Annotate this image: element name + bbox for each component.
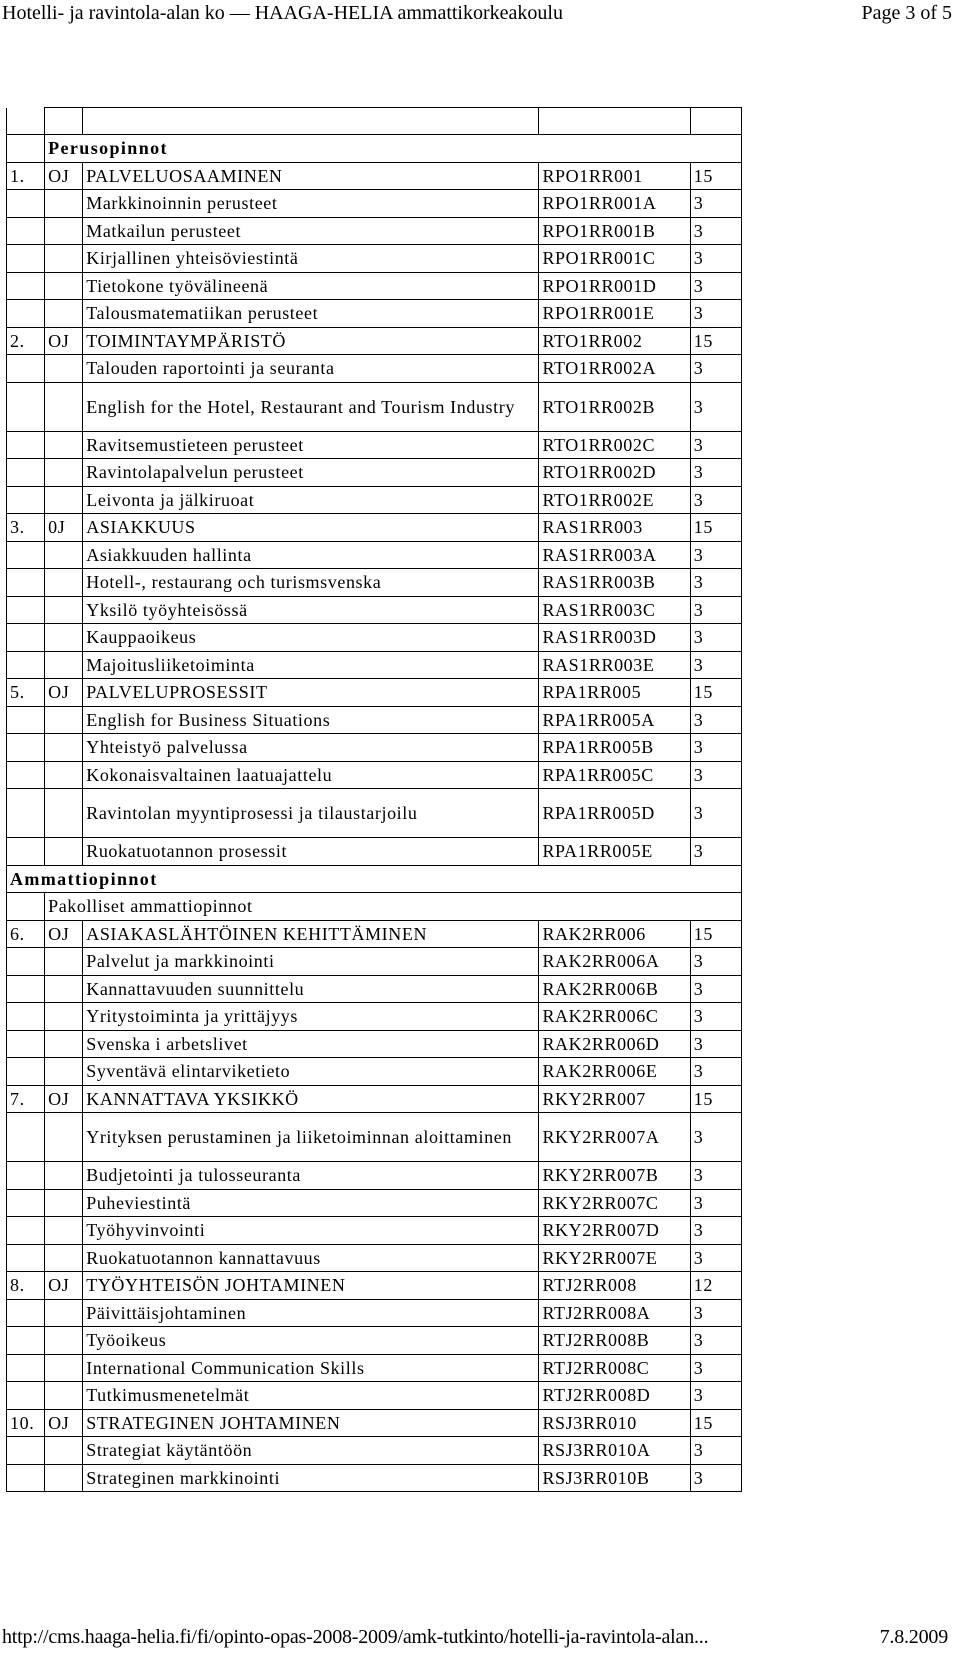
course-code: RPA1RR005E: [539, 838, 690, 866]
blank-cell: [7, 975, 45, 1003]
blank-cell: [45, 486, 83, 514]
course-row: [7, 706, 742, 734]
blank-cell: [7, 459, 45, 487]
module-number: 10.: [7, 1409, 45, 1437]
course-code: RKY2RR007B: [539, 1162, 690, 1190]
course-row: [7, 1327, 742, 1355]
course-credits: 3: [690, 1030, 741, 1058]
module-credits: 15: [690, 1409, 741, 1437]
module-credits: 12: [690, 1272, 741, 1300]
course-row: [7, 1003, 742, 1031]
blank-cell: [7, 1437, 45, 1465]
course-name: Kirjallinen yhteisöviestintä: [83, 245, 539, 273]
blank-cell: [45, 459, 83, 487]
course-code: RPO1RR001B: [539, 217, 690, 245]
blank-cell: [7, 108, 45, 135]
module-number: 2.: [7, 327, 45, 355]
course-code: RAK2RR006A: [539, 948, 690, 976]
course-name: Ruokatuotannon kannattavuus: [83, 1244, 539, 1272]
module-type: OJ: [45, 679, 83, 707]
page-header: [0, 0, 960, 30]
module-type: 0J: [45, 514, 83, 542]
module-type: OJ: [45, 1085, 83, 1113]
course-credits: 3: [690, 975, 741, 1003]
course-credits: 3: [690, 486, 741, 514]
course-credits: 3: [690, 838, 741, 866]
course-code: RTJ2RR008B: [539, 1327, 690, 1355]
blank-cell: [7, 1189, 45, 1217]
blank-cell: [45, 624, 83, 652]
module-code: RPA1RR005: [539, 679, 690, 707]
course-row: [7, 486, 742, 514]
course-code: RTJ2RR008D: [539, 1382, 690, 1410]
course-code: RAK2RR006E: [539, 1058, 690, 1086]
course-name: Yksilö työyhteisössä: [83, 596, 539, 624]
blank-cell: [7, 706, 45, 734]
blank-cell: [7, 1382, 45, 1410]
blank-cell: [45, 245, 83, 273]
course-code: RTO1RR002B: [539, 382, 690, 431]
course-row: [7, 431, 742, 459]
blank-cell: [7, 789, 45, 838]
blank-cell: [7, 734, 45, 762]
course-code: RPA1RR005C: [539, 761, 690, 789]
blank-cell: [7, 1327, 45, 1355]
subheading-row: [7, 893, 742, 921]
course-code: RPA1RR005B: [539, 734, 690, 762]
module-number: 6.: [7, 920, 45, 948]
blank-cell: [45, 1217, 83, 1245]
course-row: [7, 1244, 742, 1272]
course-credits: 3: [690, 355, 741, 383]
course-code: RTJ2RR008A: [539, 1299, 690, 1327]
course-name: Yrityksen perustaminen ja liiketoiminnan aloittaminen: [83, 1113, 539, 1162]
blank-cell: [7, 431, 45, 459]
course-name: Päivittäisjohtaminen: [83, 1299, 539, 1327]
course-name: Kokonaisvaltainen laatuajattelu: [83, 761, 539, 789]
course-credits: 3: [690, 431, 741, 459]
blank-cell: [45, 355, 83, 383]
module-row: [7, 1409, 742, 1437]
course-name: Työoikeus: [83, 1327, 539, 1355]
module-name: TOIMINTAYMPÄRISTÖ: [83, 327, 539, 355]
course-credits: 3: [690, 789, 741, 838]
course-name: Talousmatematiikan perusteet: [83, 300, 539, 328]
course-name: Svenska i arbetslivet: [83, 1030, 539, 1058]
course-row: [7, 1382, 742, 1410]
blank-cell: [45, 838, 83, 866]
module-name: ASIAKKUUS: [83, 514, 539, 542]
course-row: [7, 1058, 742, 1086]
blank-cell: [7, 1464, 45, 1492]
course-row: [7, 569, 742, 597]
blank-cell: [7, 624, 45, 652]
course-credits: 3: [690, 734, 741, 762]
module-number: 1.: [7, 162, 45, 190]
module-code: RAS1RR003: [539, 514, 690, 542]
course-name: Palvelut ja markkinointi: [83, 948, 539, 976]
blank-cell: [45, 1244, 83, 1272]
blank-cell: [7, 382, 45, 431]
course-row: [7, 948, 742, 976]
module-name: PALVELUPROSESSIT: [83, 679, 539, 707]
course-name: Majoitusliiketoiminta: [83, 651, 539, 679]
module-number: 8.: [7, 1272, 45, 1300]
blank-cell: [45, 1162, 83, 1190]
blank-cell: [7, 569, 45, 597]
course-code: RPO1RR001E: [539, 300, 690, 328]
course-row: [7, 382, 742, 431]
blank-cell: [7, 1217, 45, 1245]
course-name: Ravintolapalvelun perusteet: [83, 459, 539, 487]
blank-cell: [45, 431, 83, 459]
blank-cell: [45, 596, 83, 624]
page-number: Page 3 of 5: [861, 2, 952, 24]
module-type: OJ: [45, 1272, 83, 1300]
blank-cell: [45, 651, 83, 679]
course-name: Työhyvinvointi: [83, 1217, 539, 1245]
course-credits: 3: [690, 1113, 741, 1162]
module-credits: 15: [690, 162, 741, 190]
blank-cell: [45, 975, 83, 1003]
blank-cell: [539, 108, 690, 135]
course-credits: 3: [690, 541, 741, 569]
course-code: RSJ3RR010A: [539, 1437, 690, 1465]
course-credits: 3: [690, 1354, 741, 1382]
section-heading-row: [7, 865, 742, 893]
module-type: OJ: [45, 162, 83, 190]
section-heading-row: [7, 135, 742, 163]
course-credits: 3: [690, 272, 741, 300]
blank-cell: [45, 1030, 83, 1058]
course-name: Kannattavuuden suunnittelu: [83, 975, 539, 1003]
course-credits: 3: [690, 624, 741, 652]
blank-cell: [7, 948, 45, 976]
course-code: RAS1RR003B: [539, 569, 690, 597]
blank-cell: [45, 706, 83, 734]
module-name: KANNATTAVA YKSIKKÖ: [83, 1085, 539, 1113]
blank-cell: [45, 382, 83, 431]
course-code: RAS1RR003D: [539, 624, 690, 652]
blank-cell: [7, 355, 45, 383]
blank-cell: [45, 1003, 83, 1031]
blank-cell: [45, 217, 83, 245]
module-code: RKY2RR007: [539, 1085, 690, 1113]
course-credits: 3: [690, 1437, 741, 1465]
course-credits: 3: [690, 761, 741, 789]
course-name: Ruokatuotannon prosessit: [83, 838, 539, 866]
blank-cell: [7, 1058, 45, 1086]
blank-cell: [45, 761, 83, 789]
blank-cell: [7, 761, 45, 789]
blank-cell: [7, 1299, 45, 1327]
course-name: Markkinoinnin perusteet: [83, 190, 539, 218]
blank-cell: [7, 486, 45, 514]
module-name: ASIAKASLÄHTÖINEN KEHITTÄMINEN: [83, 920, 539, 948]
module-code: RSJ3RR010: [539, 1409, 690, 1437]
course-name: Strategiat käytäntöön: [83, 1437, 539, 1465]
course-row: [7, 789, 742, 838]
course-credits: 3: [690, 217, 741, 245]
course-row: [7, 541, 742, 569]
blank-cell: [45, 1354, 83, 1382]
course-code: RKY2RR007E: [539, 1244, 690, 1272]
blank-cell: [7, 272, 45, 300]
module-row: [7, 327, 742, 355]
module-row: [7, 162, 742, 190]
module-number: 3.: [7, 514, 45, 542]
course-code: RAK2RR006B: [539, 975, 690, 1003]
blank-cell: [7, 1113, 45, 1162]
blank-cell: [45, 1327, 83, 1355]
course-code: RTO1RR002D: [539, 459, 690, 487]
course-credits: 3: [690, 596, 741, 624]
course-code: RSJ3RR010B: [539, 1464, 690, 1492]
blank-cell: [7, 1003, 45, 1031]
module-type: OJ: [45, 920, 83, 948]
course-code: RKY2RR007A: [539, 1113, 690, 1162]
blank-cell: [45, 569, 83, 597]
course-code: RAK2RR006C: [539, 1003, 690, 1031]
course-row: [7, 1437, 742, 1465]
course-row: [7, 838, 742, 866]
course-code: RPA1RR005A: [539, 706, 690, 734]
course-name: Ravitsemustieteen perusteet: [83, 431, 539, 459]
blank-cell: [45, 1058, 83, 1086]
footer-url: http://cms.haaga-helia.fi/fi/opinto-opas-2008-2009/amk-tutkinto/hotelli-ja-ravintola-alan...: [2, 1626, 709, 1648]
course-name: Tietokone työvälineenä: [83, 272, 539, 300]
course-row: [7, 734, 742, 762]
course-row: [7, 975, 742, 1003]
table-row: [7, 108, 742, 135]
course-row: [7, 217, 742, 245]
course-name: Hotell-, restaurang och turismsvenska: [83, 569, 539, 597]
course-credits: 3: [690, 1217, 741, 1245]
course-row: [7, 1030, 742, 1058]
blank-cell: [7, 135, 45, 163]
course-credits: 3: [690, 1464, 741, 1492]
blank-cell: [45, 948, 83, 976]
course-credits: 3: [690, 1003, 741, 1031]
course-row: [7, 300, 742, 328]
blank-cell: [45, 1189, 83, 1217]
course-code: RPO1RR001D: [539, 272, 690, 300]
course-row: [7, 355, 742, 383]
blank-cell: [45, 300, 83, 328]
module-code: RTO1RR002: [539, 327, 690, 355]
blank-cell: [7, 1030, 45, 1058]
course-row: [7, 761, 742, 789]
blank-cell: [45, 1382, 83, 1410]
course-row: [7, 651, 742, 679]
course-credits: 3: [690, 948, 741, 976]
course-name: Budjetointi ja tulosseuranta: [83, 1162, 539, 1190]
blank-cell: [7, 651, 45, 679]
footer-date: 7.8.2009: [879, 1626, 948, 1648]
course-code: RKY2RR007C: [539, 1189, 690, 1217]
module-credits: 15: [690, 1085, 741, 1113]
module-code: RTJ2RR008: [539, 1272, 690, 1300]
course-name: Strateginen markkinointi: [83, 1464, 539, 1492]
blank-cell: [45, 190, 83, 218]
course-name: Yhteistyö palvelussa: [83, 734, 539, 762]
course-credits: 3: [690, 569, 741, 597]
course-credits: 3: [690, 300, 741, 328]
course-credits: 3: [690, 1244, 741, 1272]
course-credits: 3: [690, 1382, 741, 1410]
course-row: [7, 1162, 742, 1190]
module-credits: 15: [690, 679, 741, 707]
course-name: Matkailun perusteet: [83, 217, 539, 245]
course-row: [7, 245, 742, 273]
blank-cell: [45, 734, 83, 762]
course-row: [7, 1217, 742, 1245]
module-number: 5.: [7, 679, 45, 707]
course-code: RKY2RR007D: [539, 1217, 690, 1245]
course-credits: 3: [690, 706, 741, 734]
blank-cell: [45, 272, 83, 300]
course-code: RTO1RR002E: [539, 486, 690, 514]
course-name: Syventävä elintarviketieto: [83, 1058, 539, 1086]
blank-cell: [83, 108, 539, 135]
module-type: OJ: [45, 327, 83, 355]
blank-cell: [7, 1244, 45, 1272]
blank-cell: [7, 596, 45, 624]
course-name: English for the Hotel, Restaurant and Tourism Industry: [83, 382, 539, 431]
curriculum-table-body: [7, 108, 742, 1492]
blank-cell: [7, 190, 45, 218]
course-row: [7, 596, 742, 624]
course-name: International Communication Skills: [83, 1354, 539, 1382]
module-code: RAK2RR006: [539, 920, 690, 948]
module-name: TYÖYHTEISÖN JOHTAMINEN: [83, 1272, 539, 1300]
course-name: Puheviestintä: [83, 1189, 539, 1217]
page-footer: [0, 1624, 960, 1650]
course-code: RAS1RR003E: [539, 651, 690, 679]
course-code: RPO1RR001A: [539, 190, 690, 218]
course-row: [7, 272, 742, 300]
course-credits: 3: [690, 382, 741, 431]
module-row: [7, 514, 742, 542]
course-row: [7, 190, 742, 218]
course-row: [7, 1299, 742, 1327]
module-credits: 15: [690, 514, 741, 542]
module-credits: 15: [690, 327, 741, 355]
course-code: RAK2RR006D: [539, 1030, 690, 1058]
blank-cell: [7, 217, 45, 245]
course-code: RTO1RR002C: [539, 431, 690, 459]
course-row: [7, 1189, 742, 1217]
course-row: [7, 1113, 742, 1162]
module-row: [7, 920, 742, 948]
course-credits: 3: [690, 459, 741, 487]
course-credits: 3: [690, 1299, 741, 1327]
module-type: OJ: [45, 1409, 83, 1437]
course-name: Tutkimusmenetelmät: [83, 1382, 539, 1410]
module-row: [7, 1085, 742, 1113]
course-code: RPA1RR005D: [539, 789, 690, 838]
course-code: RTJ2RR008C: [539, 1354, 690, 1382]
course-name: Ravintolan myyntiprosessi ja tilaustarjoilu: [83, 789, 539, 838]
curriculum-table: [6, 107, 742, 1492]
course-row: [7, 1354, 742, 1382]
course-credits: 3: [690, 1189, 741, 1217]
course-row: [7, 624, 742, 652]
module-row: [7, 1272, 742, 1300]
module-row: [7, 679, 742, 707]
subsection-heading: Pakolliset ammattiopinnot: [45, 893, 742, 921]
blank-cell: [7, 541, 45, 569]
blank-cell: [45, 1437, 83, 1465]
course-name: Kauppaoikeus: [83, 624, 539, 652]
blank-cell: [7, 245, 45, 273]
course-credits: 3: [690, 1327, 741, 1355]
course-credits: 3: [690, 1162, 741, 1190]
course-code: RTO1RR002A: [539, 355, 690, 383]
course-credits: 3: [690, 651, 741, 679]
blank-cell: [45, 1113, 83, 1162]
course-row: [7, 1464, 742, 1492]
course-name: Yritystoiminta ja yrittäjyys: [83, 1003, 539, 1031]
section-heading: Perusopinnot: [45, 135, 742, 163]
blank-cell: [7, 893, 45, 921]
course-code: RAS1RR003A: [539, 541, 690, 569]
module-number: 7.: [7, 1085, 45, 1113]
blank-cell: [45, 789, 83, 838]
course-code: RPO1RR001C: [539, 245, 690, 273]
course-code: RAS1RR003C: [539, 596, 690, 624]
module-name: PALVELUOSAAMINEN: [83, 162, 539, 190]
blank-cell: [7, 838, 45, 866]
course-name: Talouden raportointi ja seuranta: [83, 355, 539, 383]
blank-cell: [7, 300, 45, 328]
course-name: Asiakkuuden hallinta: [83, 541, 539, 569]
blank-cell: [45, 108, 83, 135]
blank-cell: [7, 1354, 45, 1382]
course-name: Leivonta ja jälkiruoat: [83, 486, 539, 514]
course-name: English for Business Situations: [83, 706, 539, 734]
blank-cell: [45, 1464, 83, 1492]
blank-cell: [690, 108, 741, 135]
module-code: RPO1RR001: [539, 162, 690, 190]
course-row: [7, 459, 742, 487]
course-credits: 3: [690, 190, 741, 218]
section-heading: Ammattiopinnot: [7, 865, 742, 893]
blank-cell: [45, 541, 83, 569]
course-credits: 3: [690, 1058, 741, 1086]
module-credits: 15: [690, 920, 741, 948]
course-credits: 3: [690, 245, 741, 273]
module-name: STRATEGINEN JOHTAMINEN: [83, 1409, 539, 1437]
blank-cell: [45, 1299, 83, 1327]
blank-cell: [7, 1162, 45, 1190]
page-title: Hotelli- ja ravintola-alan ko — HAAGA-HELIA ammattikorkeakoulu: [2, 2, 563, 24]
